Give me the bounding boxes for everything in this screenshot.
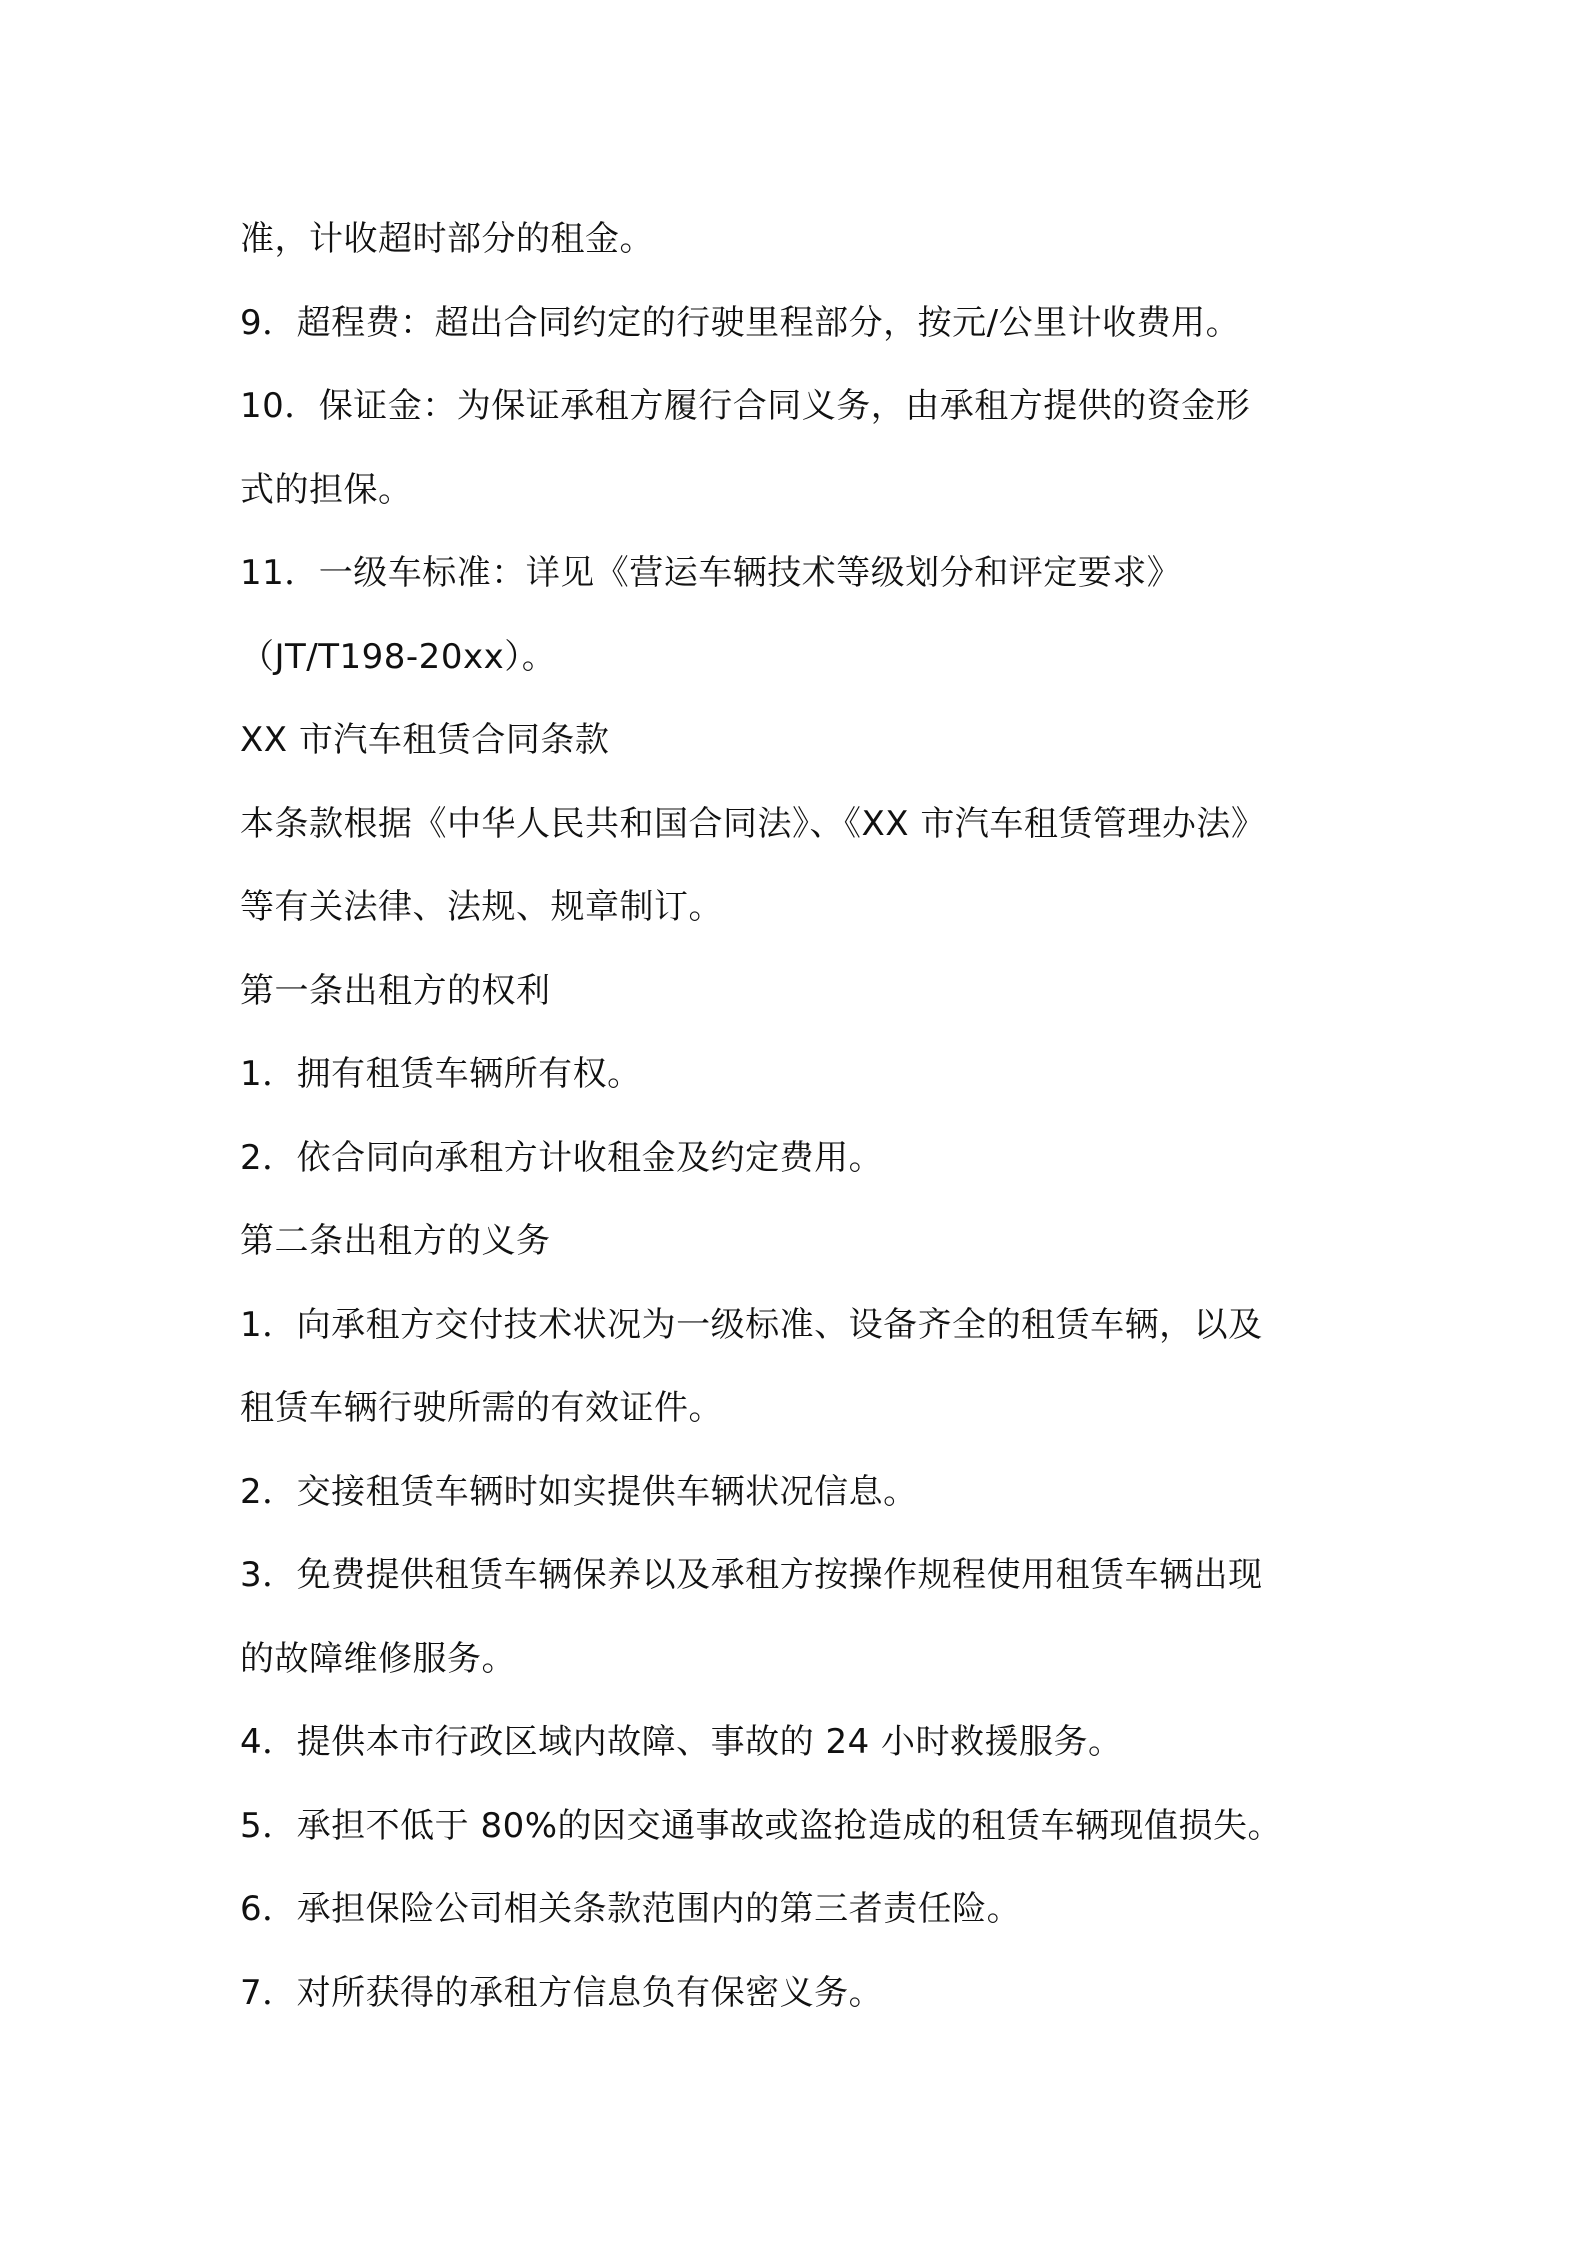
text-line: 的故障维修服务。 [240, 1638, 516, 1679]
text-line: 10．保证金：为保证承租方履行合同义务，由承租方提供的资金形 [240, 386, 1251, 426]
text-line: 2．依合同向承租方计收租金及约定费用。 [240, 1137, 884, 1178]
text-line: 1．拥有租赁车辆所有权。 [240, 1054, 642, 1094]
text-line: 6．承担保险公司相关条款范围内的第三者责任险。 [240, 1889, 1022, 1929]
article-heading: 第二条出租方的义务 [240, 1221, 551, 1261]
text-line: 1．向承租方交付技术状况为一级标准、设备齐全的租赁车辆，以及 [240, 1304, 1263, 1345]
text-line: 式的担保。 [240, 469, 413, 510]
text-line: 准，计收超时部分的租金。 [240, 219, 654, 259]
article-heading: 第一条出租方的权利 [240, 970, 551, 1011]
text-line: （JT/T198-20xx）。 [240, 636, 557, 677]
text-line: 2．交接租赁车辆时如实提供车辆状况信息。 [240, 1471, 918, 1512]
section-title: XX 市汽车租赁合同条款 [240, 720, 610, 760]
text-line: 5．承担不低于 80%的因交通事故或盗抢造成的租赁车辆现值损失。 [240, 1805, 1283, 1846]
document-body [240, 198, 1360, 2035]
text-line: 3．免费提供租赁车辆保养以及承租方按操作规程使用租赁车辆出现 [240, 1555, 1263, 1595]
text-line: 9．超程费：超出合同约定的行驶里程部分，按元/公里计收费用。 [240, 302, 1241, 343]
text-line: 11．一级车标准：详见《营运车辆技术等级划分和评定要求》 [240, 553, 1182, 593]
text-line: 本条款根据《中华人民共和国合同法》、《XX 市汽车租赁管理办法》 [240, 803, 1266, 844]
text-line: 租赁车辆行驶所需的有效证件。 [240, 1388, 723, 1428]
text-line: 等有关法律、法规、规章制订。 [240, 887, 723, 927]
text-line: 7．对所获得的承租方信息负有保密义务。 [240, 1972, 884, 2013]
text-line: 4．提供本市行政区域内故障、事故的 24 小时救援服务。 [240, 1722, 1123, 1762]
